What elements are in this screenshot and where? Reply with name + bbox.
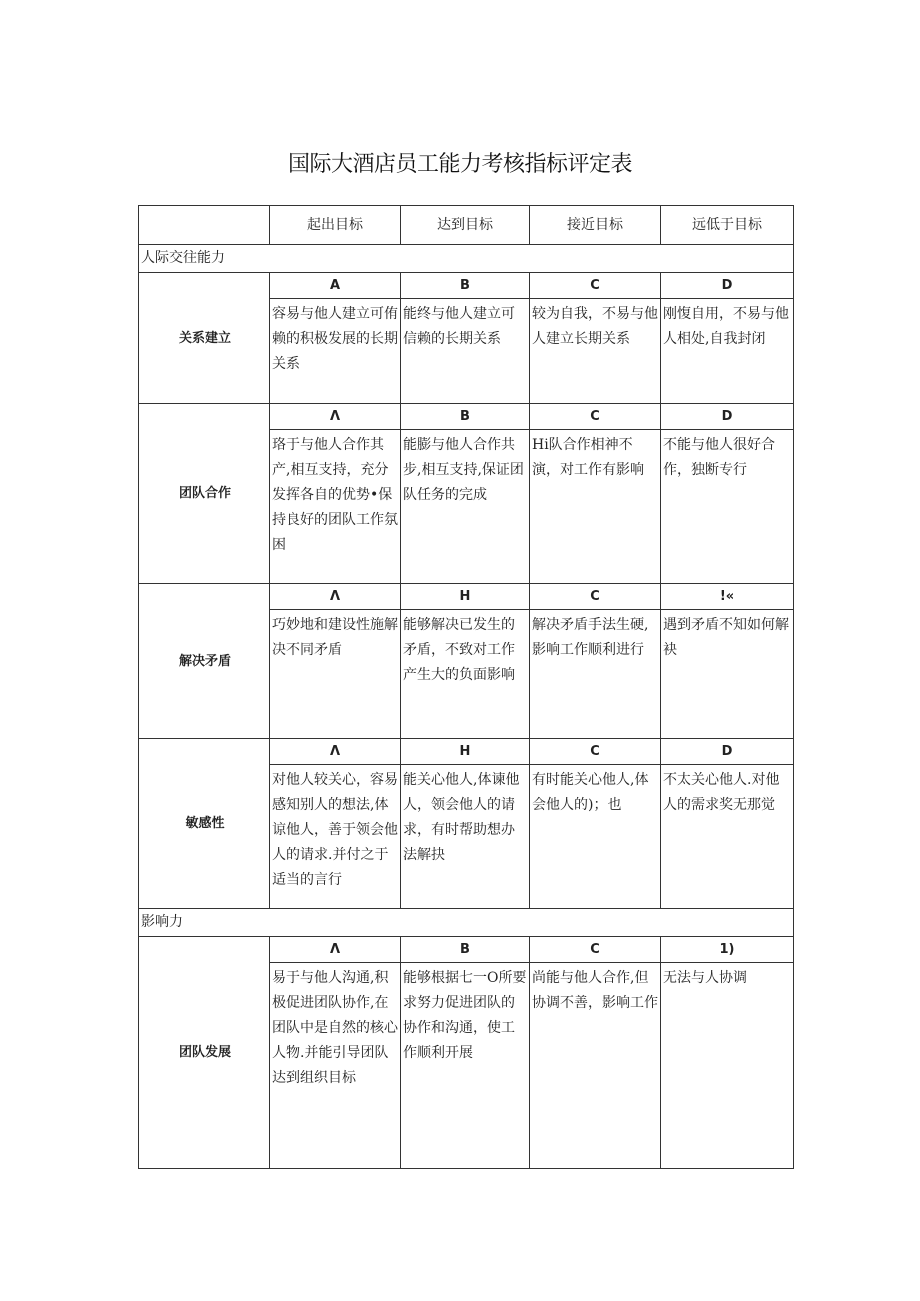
section-row — [139, 245, 794, 273]
header-cell: 达到目标 — [401, 206, 530, 245]
level-description: 对他人较关心，容易感知别人的想法,体谅他人，善于领会他人的请求.并付之于适当的言行 — [270, 765, 401, 909]
header-cell: 远低于目标 — [661, 206, 794, 245]
level-description: 能够根据七一O所要求努力促进团队的协作和沟通，使工作顺利开展 — [401, 963, 530, 1169]
level-description: 能关心他人,体谏他人，领会他人的请求，有时帮助想办法解抉 — [401, 765, 530, 909]
section-title: 影响力 — [139, 909, 794, 937]
category-label: 团队合作 — [139, 404, 270, 584]
level-description: 有时能关心他人,体会他人的)；也 — [530, 765, 661, 909]
level-description: Hi队合作相神不演，对工作有影响 — [530, 430, 661, 584]
level-grade: B — [401, 404, 530, 430]
level-grade: C — [530, 937, 661, 963]
level-grade: B — [401, 273, 530, 299]
level-grade: B — [401, 937, 530, 963]
level-description: 能膨与他人合作共步,相互支持,保证团队任务的完成 — [401, 430, 530, 584]
section-row — [139, 909, 794, 937]
level-description: 能够解决已发生的矛盾，不致对工作产生大的负面影响 — [401, 610, 530, 739]
level-grade: Λ — [270, 937, 401, 963]
header-cell: 起出目标 — [270, 206, 401, 245]
level-description: 能终与他人建立可信赖的长期关系 — [401, 299, 530, 404]
level-grade: Λ — [270, 739, 401, 765]
header-row — [139, 206, 794, 245]
level-description: 无法与人协调 — [661, 963, 794, 1169]
header-cell: 接近目标 — [530, 206, 661, 245]
level-row — [139, 584, 794, 610]
level-grade: D — [661, 273, 794, 299]
level-grade: A — [270, 273, 401, 299]
category-label: 团队发展 — [139, 937, 270, 1169]
level-grade: C — [530, 404, 661, 430]
level-description: 易于与他人沟通,积极促进团队协作,在团队中是自然的核心人物.并能引导团队达到组织目标 — [270, 963, 401, 1169]
level-description: 不太关心他人.对他人的需求奖无那觉 — [661, 765, 794, 909]
level-row — [139, 937, 794, 963]
level-grade: D — [661, 404, 794, 430]
level-grade: C — [530, 273, 661, 299]
header-cell — [139, 206, 270, 245]
level-grade: H — [401, 739, 530, 765]
level-description: 尚能与他人合作,但协调不善，影响工作 — [530, 963, 661, 1169]
level-grade: D — [661, 739, 794, 765]
level-grade: !« — [661, 584, 794, 610]
level-description: 遇到矛盾不知如何解袂 — [661, 610, 794, 739]
level-grade: C — [530, 584, 661, 610]
level-row — [139, 404, 794, 430]
level-row — [139, 739, 794, 765]
level-grade: C — [530, 739, 661, 765]
level-description: 巧妙地和建设性施解决不同矛盾 — [270, 610, 401, 739]
level-grade: Λ — [270, 584, 401, 610]
level-description: 珞于与他人合作其产,相互支持，充分发挥各自的优势•保持良好的团队工作氛困 — [270, 430, 401, 584]
page-title: 国际大酒店员工能力考核指标评定表 — [287, 152, 632, 177]
level-grade: H — [401, 584, 530, 610]
level-description: 不能与他人很好合作，独断专行 — [661, 430, 794, 584]
category-label: 敏感性 — [139, 739, 270, 909]
level-description: 较为自我，不易与他人建立长期关系 — [530, 299, 661, 404]
level-row — [139, 273, 794, 299]
category-label: 关系建立 — [139, 273, 270, 404]
level-description: 解决矛盾手法生硬,影响工作顺利进行 — [530, 610, 661, 739]
category-label: 解决矛盾 — [139, 584, 270, 739]
level-grade: 1) — [661, 937, 794, 963]
level-grade: Λ — [270, 404, 401, 430]
section-title: 人际交往能力 — [139, 245, 794, 273]
evaluation-table — [138, 205, 794, 1169]
level-description: 刚愎自用，不易与他人相处,自我封闭 — [661, 299, 794, 404]
level-description: 容易与他人建立可侑赖的积极发展的长期关系 — [270, 299, 401, 404]
